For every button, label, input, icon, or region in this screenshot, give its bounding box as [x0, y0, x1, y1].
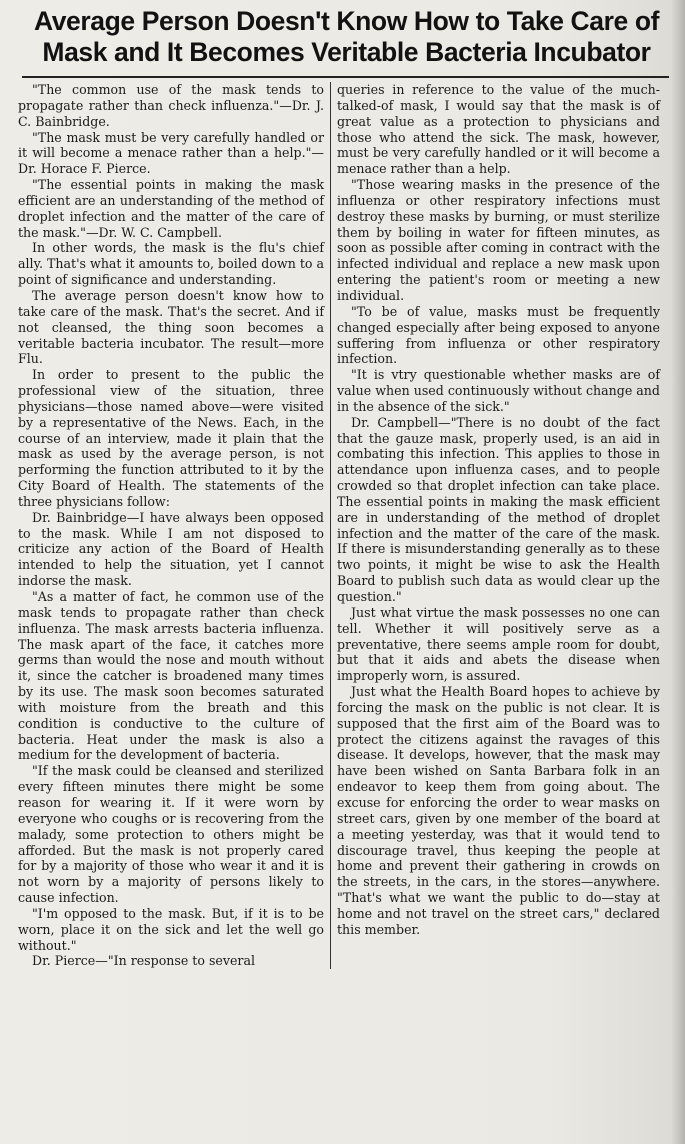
paragraph: Dr. Pierce—"In response to several: [32, 953, 255, 969]
paragraph: queries in reference to the value of the much-talked-of mask, I would say that the mask is of great value as a protection to physicians and those who attend the sick. The mask, however, must be very carefully handled or it will become a menace rather than a help.: [337, 82, 660, 177]
right-column: [330, 82, 660, 969]
paragraph: "If the mask could be cleansed and sterilized every fifteen minutes there might be some reason for wearing it. If it were worn by everyone who coughs or is recovering from the malady, some protection to others might be afforded. But the mask is not properly cared for by a majority of those who wear it and it is not worn by a majority of persons likely to cause infection.: [18, 763, 324, 906]
paragraph: "The essential points in making the mask efficient are an understanding of the method of droplet infection and the matter of the care of the mask."—Dr. W. C. Campbell.: [18, 177, 324, 240]
paragraph: "I'm opposed to the mask. But, if it is to be worn, place it on the sick and let the well go without.": [18, 905, 324, 953]
paragraph: In order to present to the public the professional view of the situation, three physicians—those named above—were visited by a representative of the News. Each, in the course of an interview, made it plain that the mask as used by the average person, is not performing the function attributed to it by the City Board of Health. The statements of the three physicians follow:: [18, 367, 324, 509]
paragraph: Dr. Campbell—"There is no doubt of the fact that the gauze mask, properly used, is an aid in combating this infection. This applies to those in attendance upon influenza cases, and to people crowded so that droplet infection can take place. The essential points in making the mask efficient are in understanding of the method of droplet infection and the matter of the care of the mask. If there is misunderstanding generally as to these two points, it might be wise to ask the Health Board to publish such data as would clear up the question.": [337, 414, 660, 604]
paragraph: "As a matter of fact, he common use of the mask tends to propagate rather than check influenza. The mask arrests bacteria influenza. The mask apart of the face, it catches more germs than would the nose and mouth without it, since the catcher is broadened many times by its use. The mask soon becomes saturated with moisture from the breath and this condition is conductive to the culture of bacteria. Heat under the mask is also a medium for the development of bacteria.: [18, 589, 324, 763]
paragraph: Dr. Bainbridge—I have always been opposed to the mask. While I am not disposed to criticize any action of the Board of Health intended to help the situation, yet I cannot indorse the mask.: [18, 509, 324, 589]
paragraph: Just what the Health Board hopes to achieve by forcing the mask on the public is not clear. It is supposed that the first aim of the Board was to protect the citizens against the ravages of this disease. It develops, however, that the mask may have been wished on Santa Barbara folk in an endeavor to keep them from going about. The excuse for enforcing the order to wear masks on street cars, given by one member of the board at a meeting yesterday, was that it would tend to discourage travel, thus keeping the people at home and prevent their gathering in crowds on the streets, in the cars, in the stores—anywhere. "That's what we want the public to do—stay at home and not travel on the street cars," declared this member.: [337, 684, 660, 937]
paragraph: "It is vtry questionable whether masks are of value when used continuously without change and in the absence of the sick.": [337, 367, 660, 414]
paragraph: "The common use of the mask tends to propagate rather than check influenza."—Dr. J. C. Bainbridge.: [18, 82, 324, 129]
paragraph: "To be of value, masks must be frequently changed especially after being exposed to anyone suffering from influenza or other respiratory infection.: [337, 303, 660, 367]
paragraph: The average person doesn't know how to take care of the mask. That's the secret. And if not cleansed, the thing soon becomes a veritable bacteria incubator. The result—more Flu.: [18, 287, 324, 367]
headline: Average Person Doesn't Know How to Take Care of Mask and It Becomes Veritable Bacteria Incubator: [33, 6, 660, 67]
paragraph: Just what virtue the mask possesses no one can tell. Whether it will positively serve as a preventative, there seems ample room for doubt, but that it aids and abets the disease when improperly worn, is assured.: [337, 604, 660, 684]
headline-rule: [22, 76, 669, 78]
paragraph: In other words, the mask is the flu's chief ally. That's what it amounts to, boiled down to a point of significance and understanding.: [18, 240, 324, 288]
page-edge-shadow: [671, 0, 685, 1144]
left-column: [18, 82, 330, 969]
paragraph: "Those wearing masks in the presence of the influenza or other respiratory infections must destroy these masks by burning, or must sterilize them by boiling in water for fifteen minutes, as soon as possible after coming in contract with the infected individual and replace a new mask upon entering the patient's room or meeting a new individual.: [337, 177, 660, 303]
article-body: [18, 82, 675, 969]
paragraph: "The mask must be very carefully handled or it will become a menace rather than a help."—Dr. Horace F. Pierce.: [18, 129, 324, 177]
